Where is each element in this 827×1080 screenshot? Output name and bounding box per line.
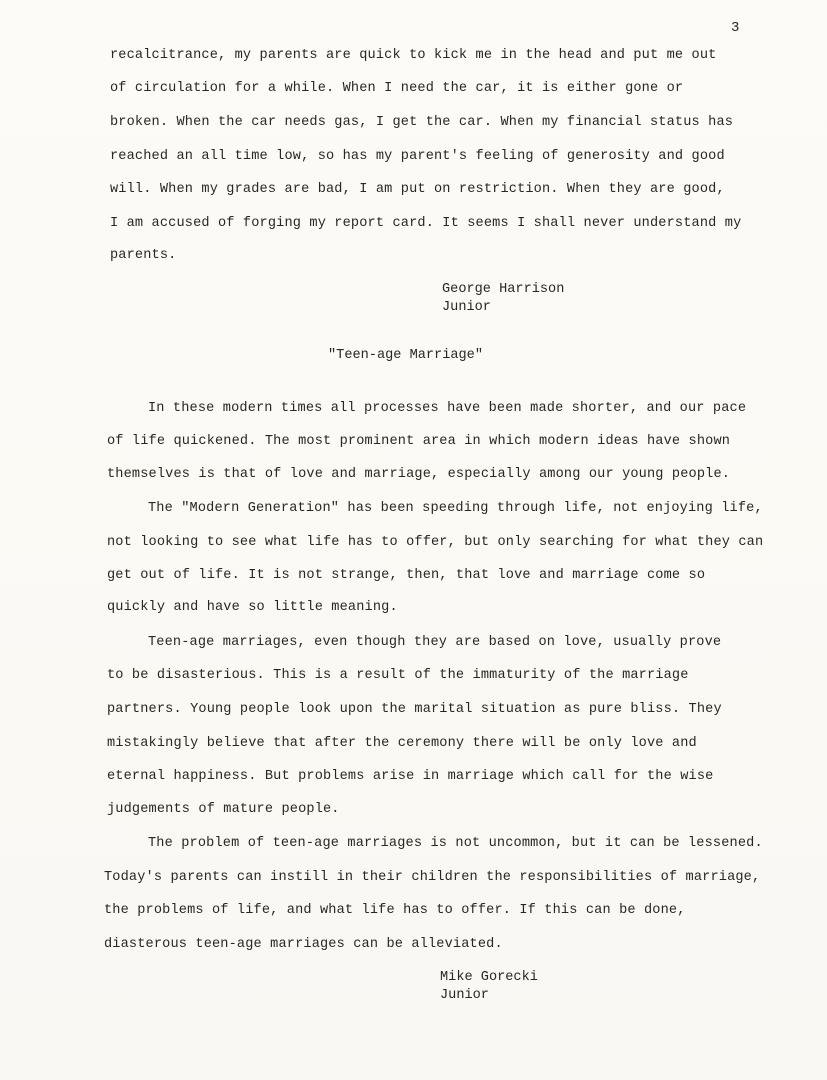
essay2-line-15: Today's parents can instill in their children the responsibilities of marriage,	[104, 870, 761, 885]
essay2-author: Mike Gorecki	[440, 970, 538, 985]
essay1-author: George Harrison	[442, 282, 565, 297]
essay2-line-4: The "Modern Generation" has been speeding through life, not enjoying life,	[148, 501, 763, 516]
page-number: 3	[731, 20, 740, 36]
essay2-line-10: partners. Young people look upon the marital situation as pure bliss. They	[107, 702, 722, 717]
essay2-line-9: to be disasterious. This is a result of the immaturity of the marriage	[107, 668, 689, 683]
essay2-line-3: themselves is that of love and marriage, especially among our young people.	[107, 467, 731, 482]
essay2-line-14: The problem of teen-age marriages is not uncommon, but it can be lessened.	[148, 836, 763, 851]
essay1-line-5: will. When my grades are bad, I am put on restriction. When they are good,	[110, 182, 725, 197]
essay2-line-16: the problems of life, and what life has to offer. If this can be done,	[104, 903, 686, 918]
essay2-line-11: mistakingly believe that after the ceremony there will be only love and	[107, 736, 697, 751]
essay2-grade: Junior	[440, 988, 489, 1003]
essay2-line-7: quickly and have so little meaning.	[107, 600, 398, 615]
essay1-line-3: broken. When the car needs gas, I get the car. When my financial status has	[110, 115, 734, 130]
essay1-line-1: recalcitrance, my parents are quick to kick me in the head and put me out	[110, 48, 717, 63]
essay2-title: "Teen-age Marriage"	[328, 348, 483, 363]
essay2-line-8: Teen-age marriages, even though they are based on love, usually prove	[148, 635, 722, 650]
essay2-line-6: get out of life. It is not strange, then, that love and marriage come so	[107, 568, 706, 583]
essay2-line-13: judgements of mature people.	[107, 802, 340, 817]
essay2-line-2: of life quickened. The most prominent area in which modern ideas have shown	[107, 434, 731, 449]
essay2-line-5: not looking to see what life has to offer, but only searching for what they can	[107, 535, 764, 550]
essay1-line-4: reached an all time low, so has my parent's feeling of generosity and good	[110, 149, 725, 164]
essay1-line-7: parents.	[110, 248, 177, 263]
essay1-line-6: I am accused of forging my report card. It seems I shall never understand my	[110, 216, 742, 231]
essay2-line-1: In these modern times all processes have been made shorter, and our pace	[148, 401, 747, 416]
essay1-line-2: of circulation for a while. When I need the car, it is either gone or	[110, 81, 684, 96]
essay1-grade: Junior	[442, 300, 491, 315]
essay2-line-12: eternal happiness. But problems arise in marriage which call for the wise	[107, 769, 714, 784]
essay2-line-17: diasterous teen-age marriages can be alleviated.	[104, 937, 503, 952]
